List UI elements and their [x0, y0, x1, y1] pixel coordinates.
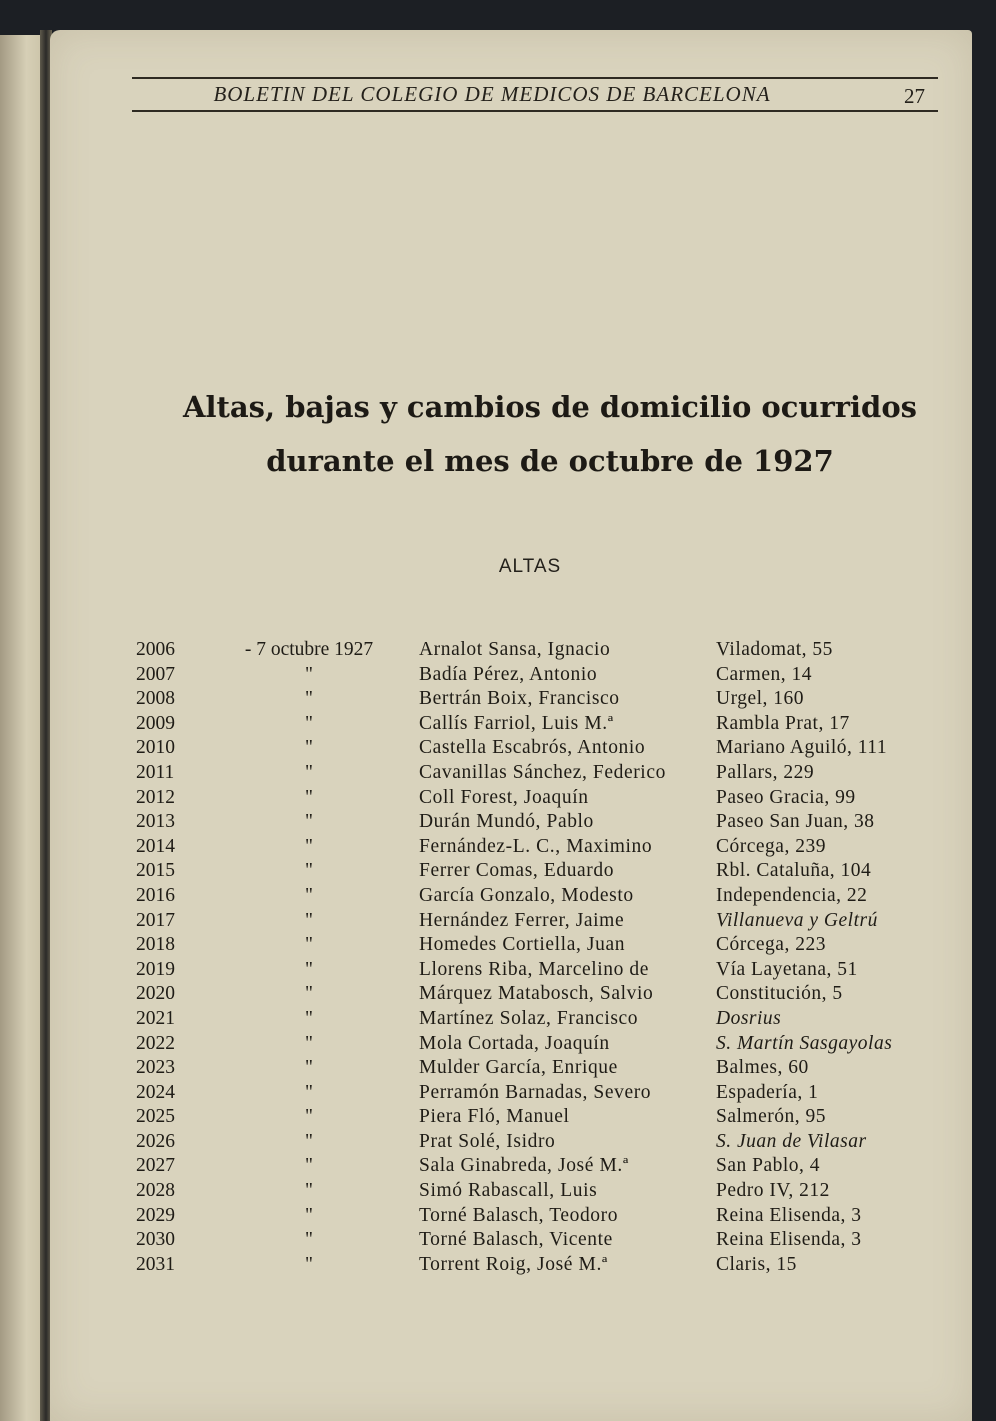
altas-table — [134, 639, 954, 1278]
page-number: 27 — [904, 84, 925, 108]
member-number: 2028 — [136, 1180, 175, 1202]
member-address: Urgel, 160 — [716, 688, 805, 710]
member-address: Carmen, 14 — [716, 663, 812, 685]
header-rule-bottom — [132, 110, 938, 112]
table-row — [134, 1106, 954, 1131]
table-row — [134, 959, 954, 984]
registration-date: " — [305, 1204, 313, 1226]
member-name: Homedes Cortiella, Juan — [419, 934, 626, 956]
member-address: Pedro IV, 212 — [716, 1180, 830, 1202]
table-row — [134, 885, 954, 910]
registration-date: " — [305, 712, 313, 734]
table-row — [134, 639, 954, 664]
member-address: Paseo Gracia, 99 — [716, 786, 856, 808]
table-row — [134, 1008, 954, 1033]
member-number: 2025 — [136, 1106, 175, 1128]
table-row — [134, 836, 954, 861]
member-name: Torrent Roig, José M.ª — [419, 1253, 608, 1275]
registration-date: " — [305, 1180, 313, 1202]
member-name: Cavanillas Sánchez, Federico — [419, 761, 666, 783]
member-address: Constitución, 5 — [716, 983, 843, 1005]
registration-date: " — [305, 958, 313, 980]
member-name: Prat Solé, Isidro — [419, 1130, 556, 1152]
table-row — [134, 1155, 954, 1180]
member-address: Rbl. Cataluña, 104 — [716, 860, 872, 882]
member-name: Durán Mundó, Pablo — [419, 811, 594, 833]
member-name: Perramón Barnadas, Severo — [419, 1081, 652, 1103]
member-number: 2017 — [136, 909, 175, 931]
registration-date: " — [305, 1229, 313, 1251]
member-address: Córcega, 239 — [716, 835, 826, 857]
member-name: Piera Fló, Manuel — [419, 1106, 570, 1128]
member-name: Llorens Riba, Marcelino de — [419, 958, 650, 980]
member-address: Villanueva y Geltrú — [716, 909, 878, 931]
member-address: Dosrius — [716, 1007, 782, 1029]
member-number: 2014 — [136, 835, 175, 857]
table-row — [134, 1131, 954, 1156]
registration-date: " — [305, 934, 313, 956]
member-number: 2006 — [136, 639, 175, 660]
member-address: S. Martín Sasgayolas — [716, 1032, 893, 1054]
registration-date: " — [305, 1130, 313, 1152]
member-name: Coll Forest, Joaquín — [419, 786, 589, 808]
member-number: 2012 — [136, 786, 175, 808]
member-number: 2008 — [136, 688, 175, 710]
table-row — [134, 934, 954, 959]
member-number: 2019 — [136, 958, 175, 980]
running-title: BOLETIN DEL COLEGIO DE MEDICOS DE BARCELONA — [213, 82, 771, 106]
member-name: Mulder García, Enrique — [419, 1057, 618, 1079]
member-address: Espadería, 1 — [716, 1081, 819, 1103]
member-number: 2018 — [136, 934, 175, 956]
registration-date: " — [305, 884, 313, 906]
member-name: Martínez Solaz, Francisco — [419, 1007, 639, 1029]
member-number: 2023 — [136, 1057, 175, 1079]
facing-page-edge — [0, 35, 44, 1421]
member-name: Fernández-L. C., Maximino — [419, 835, 653, 857]
member-name: Torné Balasch, Vicente — [419, 1229, 613, 1251]
member-name: Hernández Ferrer, Jaime — [419, 909, 625, 931]
document-page — [50, 30, 972, 1421]
table-row — [134, 983, 954, 1008]
member-name: Ferrer Comas, Eduardo — [419, 860, 615, 882]
member-number: 2010 — [136, 737, 175, 759]
table-row — [134, 737, 954, 762]
member-number: 2013 — [136, 811, 175, 833]
page-title — [110, 380, 990, 488]
table-row — [134, 910, 954, 935]
registration-date: " — [305, 1032, 313, 1054]
member-address: S. Juan de Vilasar — [716, 1130, 867, 1152]
registration-date: " — [305, 1057, 313, 1079]
registration-date: " — [305, 1106, 313, 1128]
member-number: 2011 — [136, 761, 175, 783]
member-address: Reina Elisenda, 3 — [716, 1204, 862, 1226]
member-name: Torné Balasch, Teodoro — [419, 1204, 619, 1226]
member-address: Viladomat, 55 — [716, 639, 833, 660]
member-number: 2015 — [136, 860, 175, 882]
table-row — [134, 664, 954, 689]
member-number: 2027 — [136, 1155, 175, 1177]
registration-date: " — [305, 835, 313, 857]
member-number: 2026 — [136, 1130, 175, 1152]
member-name: Castella Escabrós, Antonio — [419, 737, 646, 759]
table-row — [134, 713, 954, 738]
member-number: 2009 — [136, 712, 175, 734]
table-row — [134, 1205, 954, 1230]
member-address: Independencia, 22 — [716, 884, 868, 906]
member-name: García Gonzalo, Modesto — [419, 884, 634, 906]
member-name: Arnalot Sansa, Ignacio — [419, 639, 611, 660]
member-number: 2021 — [136, 1007, 175, 1029]
member-address: Reina Elisenda, 3 — [716, 1229, 862, 1251]
table-row — [134, 1082, 954, 1107]
member-number: 2016 — [136, 884, 175, 906]
registration-date: " — [305, 688, 313, 710]
table-row — [134, 1254, 954, 1279]
header-rule-top — [132, 77, 938, 79]
registration-date: " — [305, 811, 313, 833]
member-address: San Pablo, 4 — [716, 1155, 821, 1177]
table-row — [134, 688, 954, 713]
registration-date: " — [305, 860, 313, 882]
member-address: Paseo San Juan, 38 — [716, 811, 875, 833]
member-number: 2031 — [136, 1253, 175, 1275]
member-address: Claris, 15 — [716, 1253, 797, 1275]
table-row — [134, 1057, 954, 1082]
member-name: Mola Cortada, Joaquín — [419, 1032, 610, 1054]
member-number: 2024 — [136, 1081, 175, 1103]
registration-date: " — [305, 1253, 313, 1275]
table-row — [134, 811, 954, 836]
member-number: 2029 — [136, 1204, 175, 1226]
registration-date: " — [305, 761, 313, 783]
table-row — [134, 1033, 954, 1058]
member-number: 2022 — [136, 1032, 175, 1054]
registration-date: " — [305, 1155, 313, 1177]
member-address: Vía Layetana, 51 — [716, 958, 858, 980]
table-row — [134, 762, 954, 787]
member-name: Simó Rabascall, Luis — [419, 1180, 598, 1202]
registration-date: " — [305, 737, 313, 759]
table-row — [134, 1180, 954, 1205]
registration-date: " — [305, 909, 313, 931]
registration-date: - 7 octubre 1927 — [244, 639, 374, 660]
member-address: Córcega, 223 — [716, 934, 826, 956]
member-name: Sala Ginabreda, José M.ª — [419, 1155, 629, 1177]
member-name: Callís Farriol, Luis M.ª — [419, 712, 614, 734]
page-title-line-1: Altas, bajas y cambios de domicilio ocurridos — [182, 390, 918, 424]
member-address: Mariano Aguiló, 111 — [716, 737, 888, 759]
member-name: Márquez Matabosch, Salvio — [419, 983, 654, 1005]
member-number: 2007 — [136, 663, 175, 685]
member-address: Pallars, 229 — [716, 761, 815, 783]
registration-date: " — [305, 983, 313, 1005]
registration-date: " — [305, 1081, 313, 1103]
table-row — [134, 1229, 954, 1254]
table-row — [134, 860, 954, 885]
member-address: Balmes, 60 — [716, 1057, 809, 1079]
member-name: Bertrán Boix, Francisco — [419, 688, 620, 710]
member-address: Rambla Prat, 17 — [716, 712, 850, 734]
member-number: 2030 — [136, 1229, 175, 1251]
section-heading: ALTAS — [498, 556, 562, 577]
member-address: Salmerón, 95 — [716, 1106, 826, 1128]
member-number: 2020 — [136, 983, 175, 1005]
registration-date: " — [305, 663, 313, 685]
registration-date: " — [305, 1007, 313, 1029]
table-row — [134, 787, 954, 812]
registration-date: " — [305, 786, 313, 808]
page-title-line-2: durante el mes de octubre de 1927 — [266, 444, 834, 478]
member-name: Badía Pérez, Antonio — [419, 663, 598, 685]
